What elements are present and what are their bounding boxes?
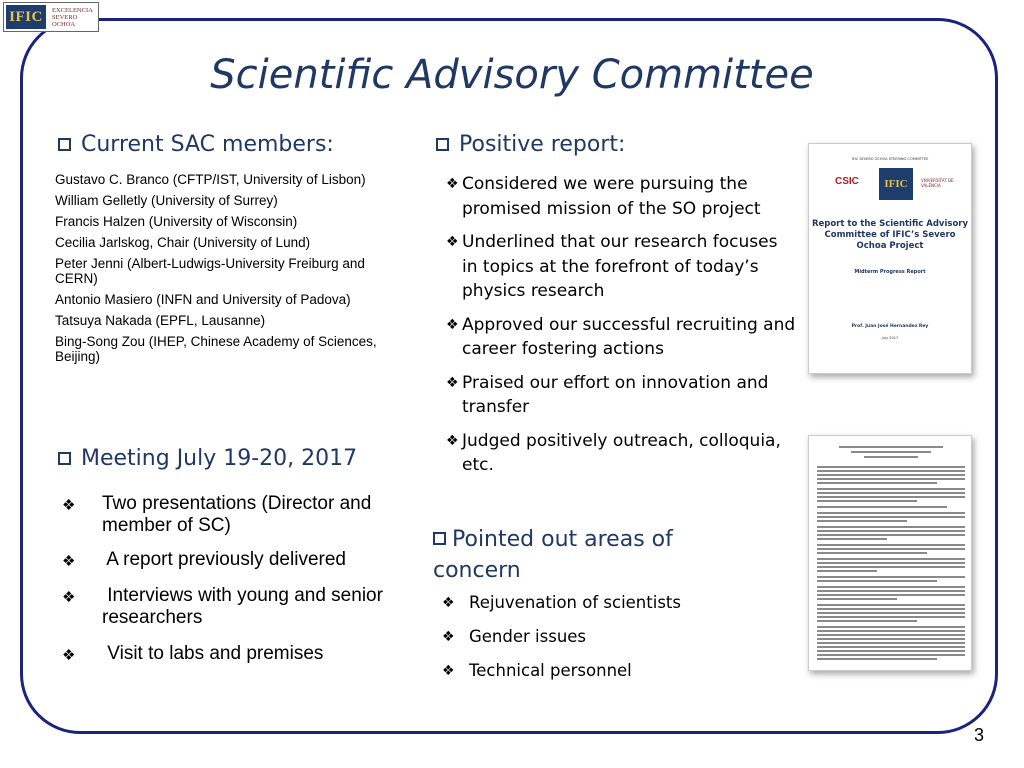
list-item: Bing-Song Zou (IHEP, Chinese Academy of Sciences, Beijing) <box>55 334 377 364</box>
four-diamond-icon: ❖ <box>446 316 459 333</box>
checkbox-square-icon <box>433 532 446 545</box>
list-item: ❖ Rejuvenation of scientists <box>442 593 681 612</box>
four-diamond-icon: ❖ <box>62 589 76 606</box>
page-number: 3 <box>974 725 985 745</box>
list-item: Peter Jenni (Albert-Ludwigs-University Freiburg and CERN) <box>55 256 365 286</box>
four-diamond-icon: ❖ <box>446 374 459 391</box>
report-cover-thumbnail <box>808 143 972 374</box>
list-item: ❖ Praised our effort on innovation and transfer <box>446 372 769 417</box>
slide-title: Scientific Advisory Committee <box>210 52 814 98</box>
list-item: ❖ Technical personnel <box>442 661 632 680</box>
concern-list <box>442 592 742 694</box>
report-cover-header: IFIC SEVERO OCHOA STEERING COMMITTEE <box>851 157 929 161</box>
list-item: ❖ Two presentations (Director and member of SC) <box>62 493 372 536</box>
list-item: ❖ Considered we were pursuing the promised mission of the SO project <box>446 174 761 219</box>
report-cover-title: Report to the Scientific Advisory Committee of IFIC’s Severo Ochoa Project <box>811 219 969 251</box>
report-cover-date: July 2017 <box>881 336 899 340</box>
members-list <box>55 172 400 370</box>
four-diamond-icon: ❖ <box>446 234 459 250</box>
severo-ochoa-logo-text: EXCELENCIA SEVERO OCHOA <box>52 6 93 28</box>
csic-logo: CSIC <box>835 176 859 187</box>
list-item: William Gelletly (University of Surrey) <box>55 193 278 208</box>
four-diamond-icon: ❖ <box>442 595 455 611</box>
list-item: ❖ A report previously delivered <box>62 549 412 571</box>
list-item: ❖ Underlined that our research focuses in topics at the forefront of today’s physics research <box>446 232 778 301</box>
list-item: Tatsuya Nakada (EPFL, Lausanne) <box>55 313 266 328</box>
evaluation-letter-thumbnail <box>808 435 972 671</box>
members-header: Current SAC members: <box>58 132 334 157</box>
report-list <box>446 172 798 487</box>
checkbox-square-icon <box>58 138 71 151</box>
list-item: Gustavo C. Branco (CFTP/IST, University of Lisbon) <box>55 172 366 187</box>
list-item: ❖ Gender issues <box>442 627 587 646</box>
report-cover-logos <box>817 172 967 202</box>
list-item: ❖ Interviews with young and senior researchers <box>62 585 389 628</box>
four-diamond-icon: ❖ <box>446 432 459 449</box>
list-item: Francis Halzen (University of Wisconsin) <box>55 214 298 229</box>
report-header: Positive report: <box>436 132 625 157</box>
four-diamond-icon: ❖ <box>62 553 76 570</box>
four-diamond-icon: ❖ <box>62 497 76 514</box>
ific-logo-text: IFIC <box>6 5 46 29</box>
meeting-header: Meeting July 19-20, 2017 <box>58 446 357 471</box>
report-cover-subtitle: Midterm Progress Report <box>854 269 926 275</box>
checkbox-square-icon <box>436 138 449 151</box>
four-diamond-icon: ❖ <box>442 629 455 645</box>
ific-logo: IFIC <box>879 168 913 200</box>
four-diamond-icon: ❖ <box>442 663 455 679</box>
ific-severo-ochoa-logo <box>3 2 99 32</box>
list-item: ❖ Approved our successful recruiting and career fostering actions <box>446 314 796 359</box>
concern-header: Pointed out areas of concern <box>433 527 673 583</box>
list-item: Cecilia Jarlskog, Chair (University of Lund) <box>55 235 311 250</box>
meeting-list <box>62 493 412 665</box>
four-diamond-icon: ❖ <box>62 647 76 664</box>
list-item: Antonio Masiero (INFN and University of Padova) <box>55 292 351 307</box>
four-diamond-icon: ❖ <box>446 176 459 192</box>
report-cover-author: Prof. Juan José Hernández Rey <box>851 324 929 329</box>
checkbox-square-icon <box>58 452 71 465</box>
list-item: ❖ Judged positively outreach, colloquia, etc. <box>446 430 781 475</box>
list-item: ❖ Visit to labs and premises <box>62 643 412 665</box>
university-logo: VNIVERSITAT DE VALÈNCIA <box>921 178 954 188</box>
